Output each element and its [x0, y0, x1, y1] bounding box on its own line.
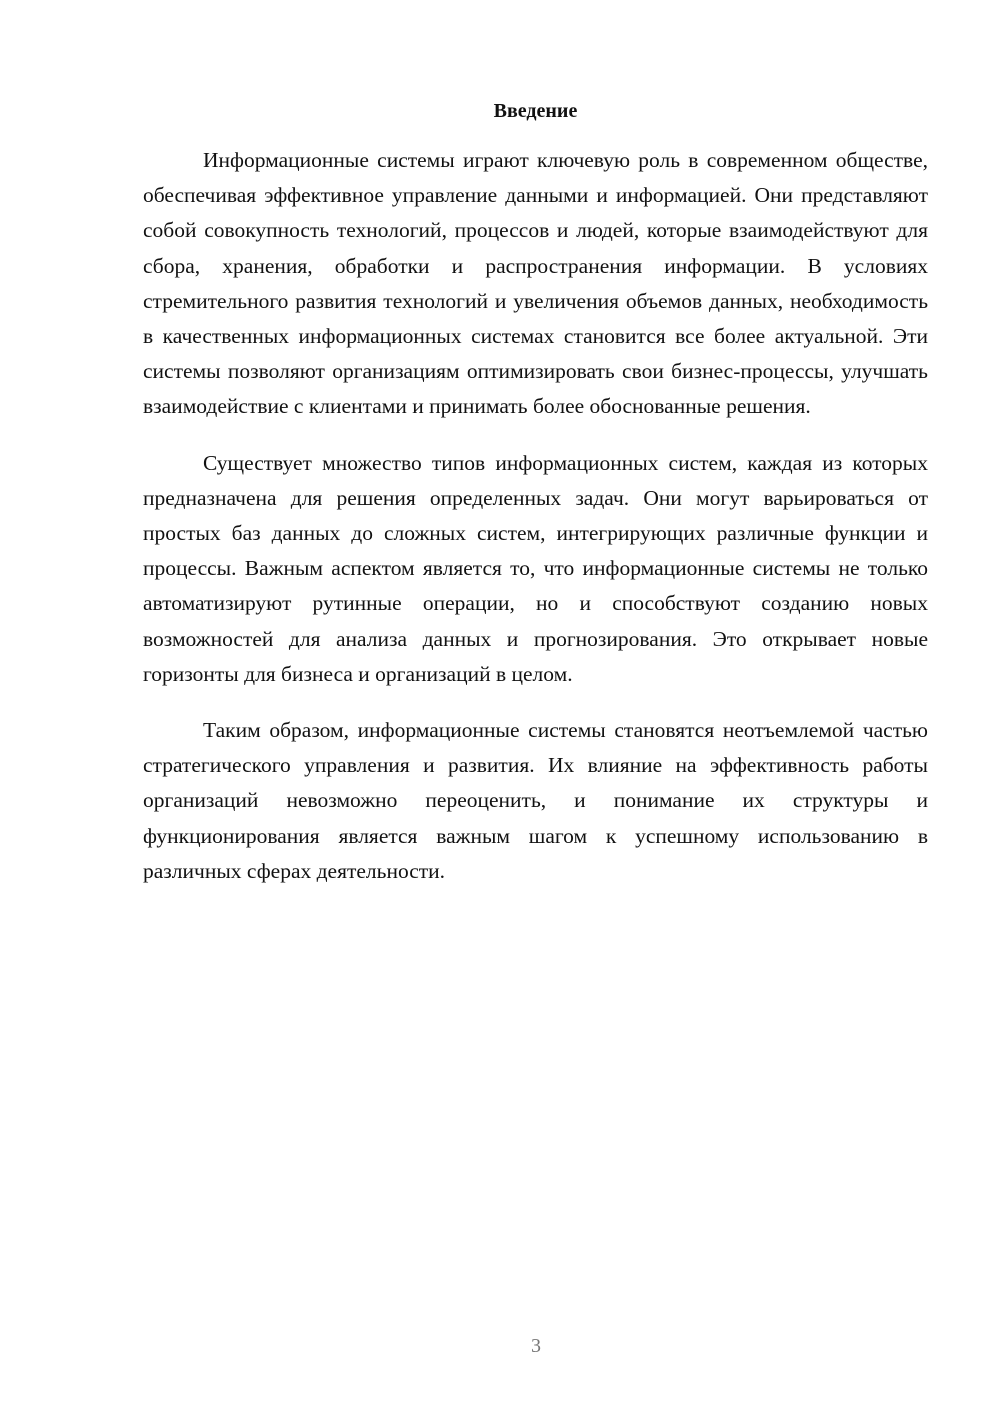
paragraph-2: Существует множество типов информационных систем, каждая из которых предназначена для решения определенных задач. Они могут варьироваться от простых баз данных до сложных систем, интегрирующих различные функции и процессы. Важным аспектом является то, что информационные системы не только автоматизируют рутинные операции, но и способствуют созданию новых возможностей для анализа данных и прогнозирования. Это открывает новые горизонты для бизнеса и организаций в целом. [143, 450, 928, 686]
page-content [143, 94, 928, 889]
paragraph-1: Информационные системы играют ключевую роль в современном обществе, обеспечивая эффективное управление данными и информацией. Они представляют собой совокупность технологий, процессов и людей, которые взаимодействуют для сбора, хранения, обработки и распространения информации. В условиях стремительного развития технологий и увеличения объемов данных, необходимость в качественных информационных системах становится все более актуальной. Эти системы позволяют организациям оптимизировать свои бизнес-процессы, улучшать взаимодействие с клиентами и принимать более обоснованные решения. [143, 148, 928, 419]
paragraph-3: Таким образом, информационные системы становятся неотъемлемой частью стратегического управления и развития. Их влияние на эффективность работы организаций невозможно переоценить, и понимание их структуры и функционирования является важным шагом к успешному использованию в различных сферах деятельности. [143, 718, 928, 883]
page-number: 3 [531, 1335, 541, 1357]
section-title: Введение [493, 100, 578, 122]
